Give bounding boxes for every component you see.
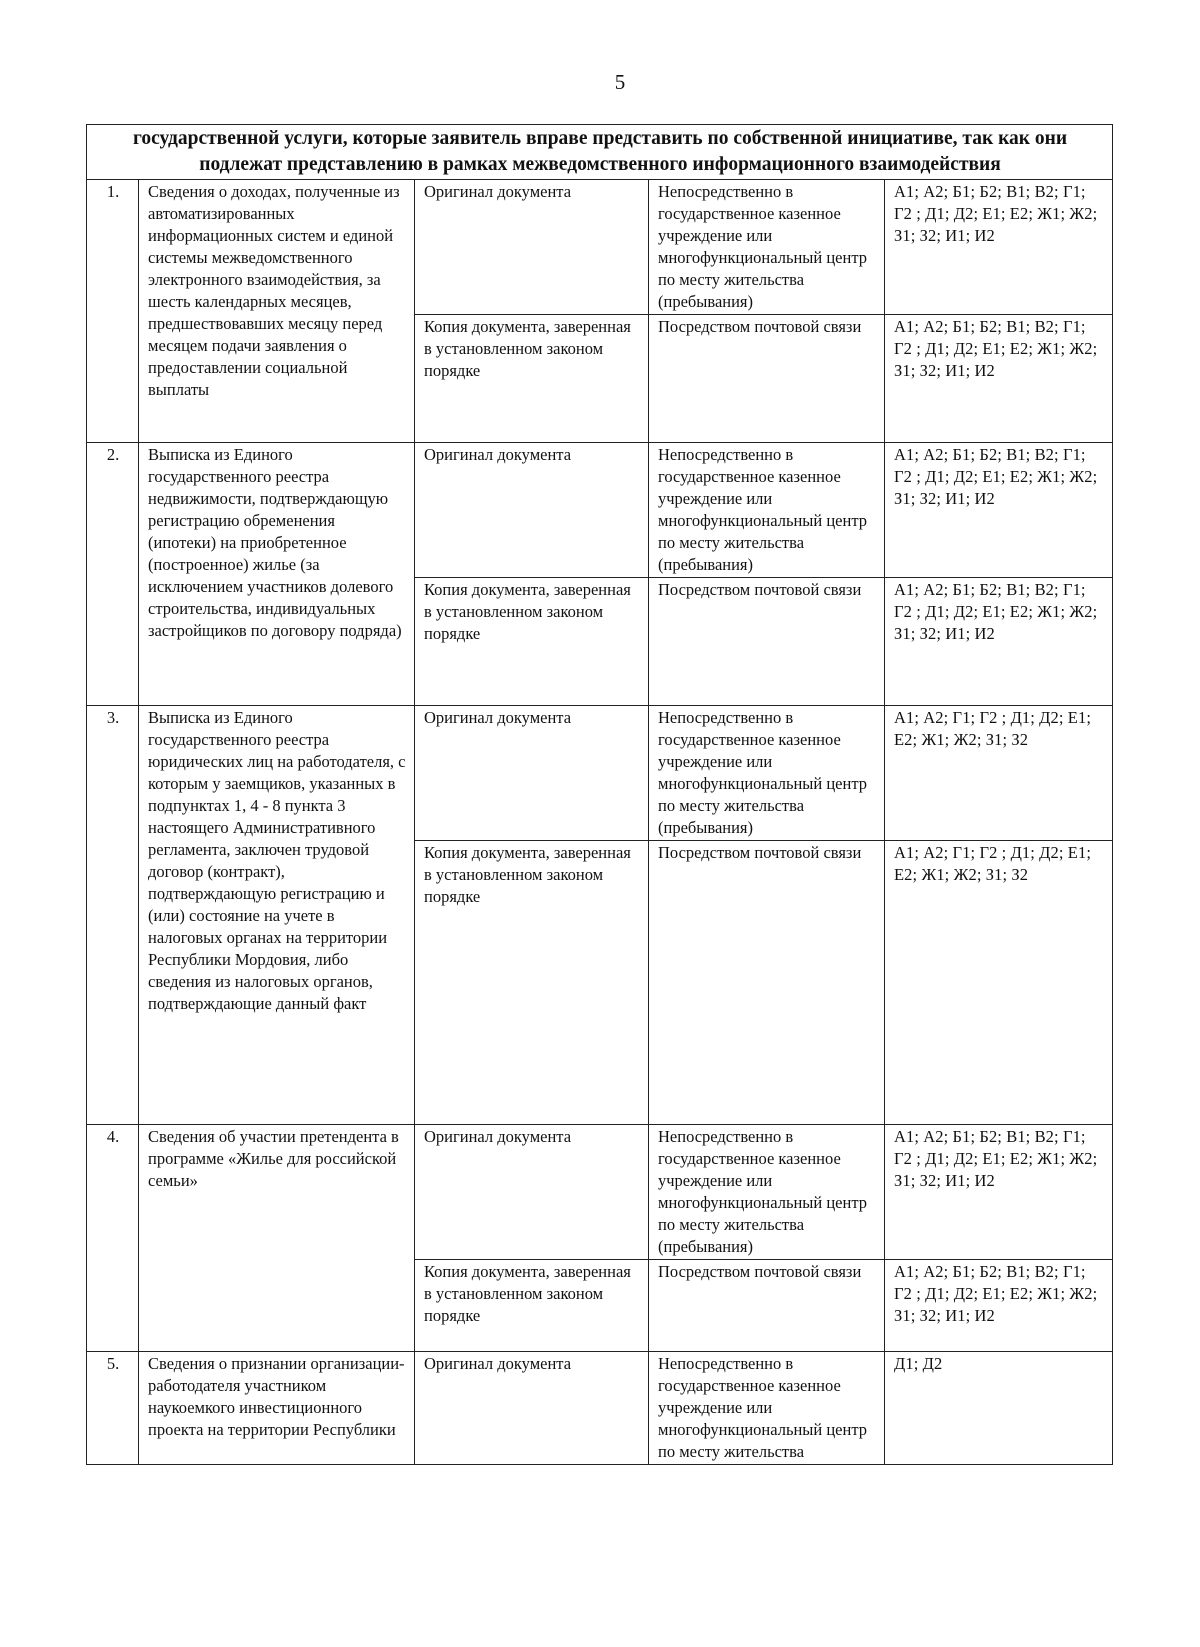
- document-form: Копия документа, заверенная в установленном законом порядке: [415, 1260, 649, 1352]
- table-row: [87, 1352, 1113, 1465]
- applicant-codes: Д1; Д2: [885, 1352, 1113, 1465]
- document-form: Оригинал документа: [415, 1125, 649, 1260]
- table-row: [87, 1125, 1113, 1260]
- applicant-codes: А1; А2; Б1; Б2; В1; В2; Г1; Г2 ; Д1; Д2; Е1; Е2; Ж1; Ж2; З1; З2; И1; И2: [885, 1260, 1113, 1352]
- table-row: [87, 443, 1113, 578]
- submission-method: Посредством почтовой связи: [649, 841, 885, 1125]
- document-name: Выписка из Единого государственного реестра недвижимости, подтверждающую регистрацию обременения (ипотеки) на приобретенное (построенное) жилье (за исключением участников долевого строительства, индивидуальных застройщиков по договору подряда): [139, 443, 415, 706]
- submission-method: Непосредственно в государственное казенное учреждение или многофункциональный центр по месту жительства: [649, 1352, 885, 1465]
- document-name: Сведения о признании организации-работодателя участником наукоемкого инвестиционного проекта на территории Республики: [139, 1352, 415, 1465]
- applicant-codes: А1; А2; Б1; Б2; В1; В2; Г1; Г2 ; Д1; Д2; Е1; Е2; Ж1; Ж2; З1; З2; И1; И2: [885, 443, 1113, 578]
- table-row: [87, 180, 1113, 315]
- submission-method: Посредством почтовой связи: [649, 1260, 885, 1352]
- row-number: 2.: [87, 443, 139, 706]
- submission-method: Непосредственно в государственное казенное учреждение или многофункциональный центр по месту жительства (пребывания): [649, 443, 885, 578]
- submission-method: Непосредственно в государственное казенное учреждение или многофункциональный центр по месту жительства (пребывания): [649, 1125, 885, 1260]
- submission-method: Непосредственно в государственное казенное учреждение или многофункциональный центр по месту жительства (пребывания): [649, 180, 885, 315]
- document-form: Оригинал документа: [415, 1352, 649, 1465]
- document-form: Копия документа, заверенная в установленном законом порядке: [415, 578, 649, 706]
- document-name: Сведения об участии претендента в программе «Жилье для российской семьи»: [139, 1125, 415, 1352]
- document-form: Оригинал документа: [415, 706, 649, 841]
- applicant-codes: А1; А2; Б1; Б2; В1; В2; Г1; Г2 ; Д1; Д2; Е1; Е2; Ж1; Ж2; З1; З2; И1; И2: [885, 578, 1113, 706]
- document-form: Копия документа, заверенная в установленном законом порядке: [415, 841, 649, 1125]
- row-number: 1.: [87, 180, 139, 443]
- page-number: 5: [614, 70, 626, 94]
- row-number: 4.: [87, 1125, 139, 1352]
- document-form: Копия документа, заверенная в установленном законом порядке: [415, 315, 649, 443]
- document-form: Оригинал документа: [415, 443, 649, 578]
- submission-method: Посредством почтовой связи: [649, 578, 885, 706]
- applicant-codes: А1; А2; Б1; Б2; В1; В2; Г1; Г2 ; Д1; Д2; Е1; Е2; Ж1; Ж2; З1; З2; И1; И2: [885, 180, 1113, 315]
- documents-table: [86, 124, 1113, 1465]
- table-header-row: [87, 125, 1113, 180]
- applicant-codes: А1; А2; Г1; Г2 ; Д1; Д2; Е1; Е2; Ж1; Ж2; З1; З2: [885, 841, 1113, 1125]
- row-number: 5.: [87, 1352, 139, 1465]
- submission-method: Посредством почтовой связи: [649, 315, 885, 443]
- applicant-codes: А1; А2; Б1; Б2; В1; В2; Г1; Г2 ; Д1; Д2; Е1; Е2; Ж1; Ж2; З1; З2; И1; И2: [885, 1125, 1113, 1260]
- document-form: Оригинал документа: [415, 180, 649, 315]
- row-number: 3.: [87, 706, 139, 1125]
- applicant-codes: А1; А2; Г1; Г2 ; Д1; Д2; Е1; Е2; Ж1; Ж2; З1; З2: [885, 706, 1113, 841]
- table-row: [87, 706, 1113, 841]
- table-header: государственной услуги, которые заявитель вправе представить по собственной инициативе, так как они подлежат представлению в рамках межведомственного информационного взаимодействия: [87, 125, 1113, 180]
- document-name: Сведения о доходах, полученные из автоматизированных информационных систем и единой системы межведомственного электронного взаимодействия, за шесть календарных месяцев, предшествовавших месяцу перед месяцем подачи заявления о предоставлении социальной выплаты: [139, 180, 415, 443]
- submission-method: Непосредственно в государственное казенное учреждение или многофункциональный центр по месту жительства (пребывания): [649, 706, 885, 841]
- applicant-codes: А1; А2; Б1; Б2; В1; В2; Г1; Г2 ; Д1; Д2; Е1; Е2; Ж1; Ж2; З1; З2; И1; И2: [885, 315, 1113, 443]
- document-name: Выписка из Единого государственного реестра юридических лиц на работодателя, с которым у заемщиков, указанных в подпунктах 1, 4 - 8 пункта 3 настоящего Административного регламента, заключен трудовой договор (контракт), подтверждающую регистрацию и (или) состояние на учете в налоговых органах на территории Республики Мордовия, либо сведения из налоговых органов, подтверждающие данный факт: [139, 706, 415, 1125]
